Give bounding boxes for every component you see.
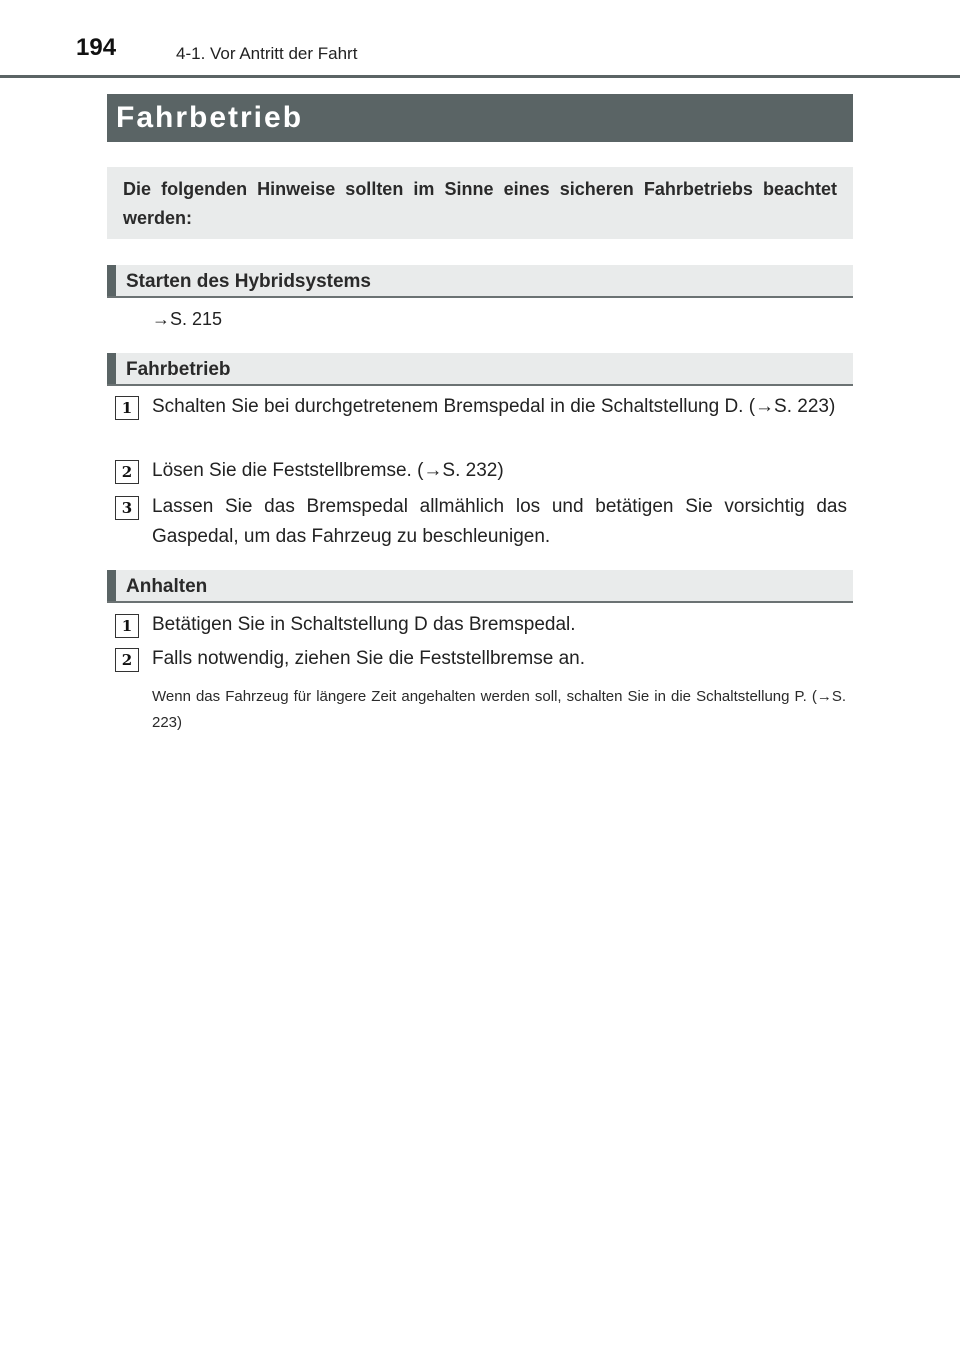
step-number: 3 <box>115 496 139 520</box>
step-text: Betätigen Sie in Schaltstellung D das Bremspedal. <box>152 614 576 635</box>
step-text: Falls notwendig, ziehen Sie die Feststellbremse an. <box>152 648 586 669</box>
subsection-header-stop <box>107 570 853 603</box>
subsection-header-drive <box>107 353 853 386</box>
intro-box: Die folgenden Hinweise sollten im Sinne eines sicheren Fahrbetriebs beachtet werden: <box>107 167 853 239</box>
subsection-accent <box>107 265 116 296</box>
subsection-accent <box>107 570 116 601</box>
step-text: Lassen Sie das Bremspedal allmählich los und betätigen Sie vorsichtig das Gaspedal, um das Fahrzeug zu beschleunigen. <box>152 496 847 547</box>
page-number: 194 <box>76 34 117 61</box>
step-number: 1 <box>115 614 139 638</box>
section-label: 4-1. Vor Antritt der Fahrt <box>176 44 358 63</box>
step-number: 2 <box>115 460 139 484</box>
subsection-header-start <box>107 265 853 298</box>
step-text: Lösen Sie die Feststellbremse. (→S. 232) <box>152 460 504 481</box>
subsection-title: Fahrbetrieb <box>126 359 231 380</box>
subsection-title: Starten des Hybridsystems <box>126 271 371 292</box>
page-reference-link[interactable]: →S. 215 <box>152 309 223 329</box>
note-text: Wenn das Fahrzeug für längere Zeit angehalten werden soll, schalten Sie in die Schaltstellung P. (→S. 223) <box>152 688 846 731</box>
step-number: 2 <box>115 648 139 672</box>
header-rule <box>0 75 960 78</box>
page-title: Fahrbetrieb <box>107 94 853 142</box>
subsection-title: Anhalten <box>126 576 208 597</box>
subsection-accent <box>107 353 116 384</box>
step-text: Schalten Sie bei durchgetretenem Bremspedal in die Schaltstellung D. (→S. 223) <box>152 396 836 417</box>
step-number: 1 <box>115 396 139 420</box>
